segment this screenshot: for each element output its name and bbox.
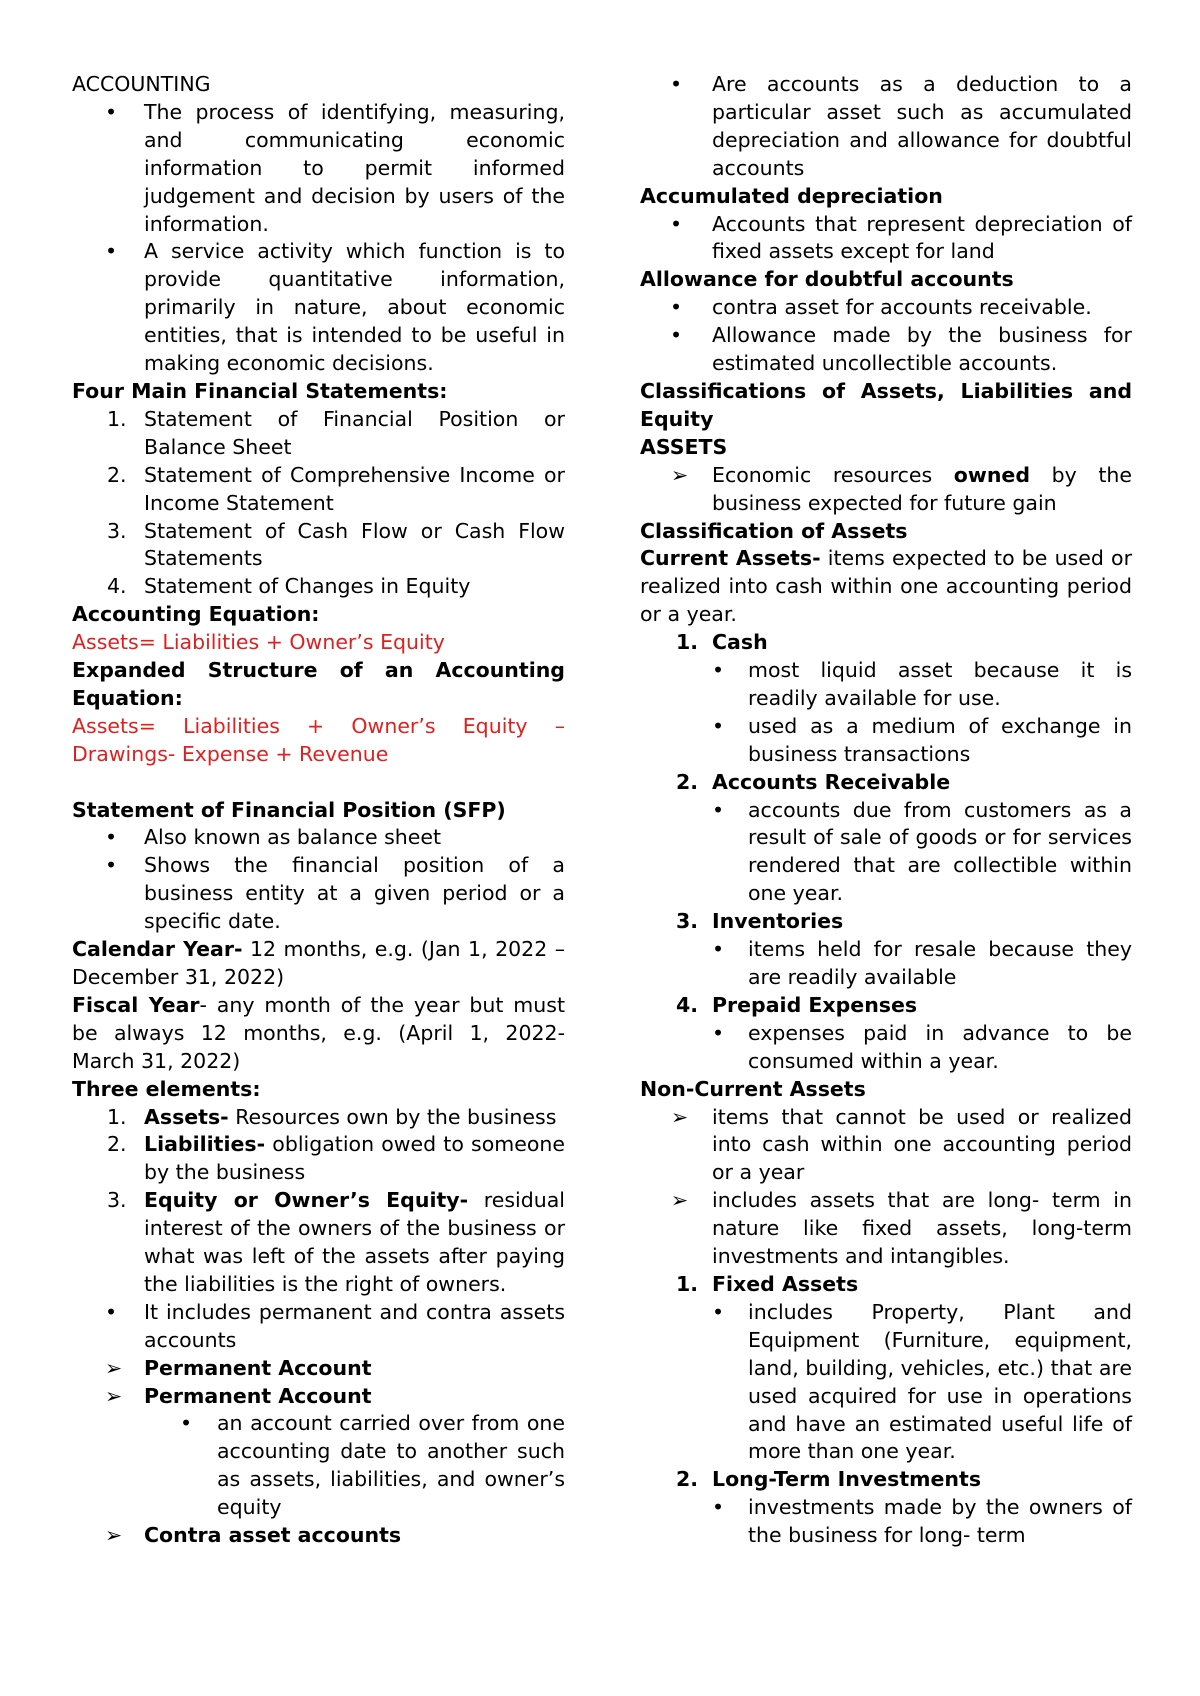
list-item: 1. Assets- Resources own by the business xyxy=(72,1104,565,1132)
bullet-icon xyxy=(105,238,117,266)
bullet-icon xyxy=(670,322,682,350)
arrowhead-icon xyxy=(105,1355,122,1383)
list-item: ➢ Economic resources owned by the business expected for future gain xyxy=(640,462,1132,518)
list-item: • Shows the financial position of a business entity at a given period or a specific date. xyxy=(72,852,565,936)
arrowhead-icon xyxy=(671,1104,688,1132)
allowance-heading: Allowance for doubtful accounts xyxy=(640,267,1014,292)
expanded-equation-heading: Expanded Structure of an Accounting Equation: xyxy=(72,658,565,710)
list-item: • accounts due from customers as a result of sale of goods or for services rendered that are collectible within one year. xyxy=(640,797,1132,909)
list-item: 2. Long-Term Investments xyxy=(640,1466,1132,1494)
arrowhead-icon xyxy=(671,1187,688,1215)
list-item: • The process of identifying, measuring, and communicating economic information to permit informed judgement and decision by users of the information. xyxy=(72,99,565,239)
list-item: ➢ items that cannot be used or realized into cash within one accounting period or a year xyxy=(640,1104,1132,1188)
bullet-icon xyxy=(712,1020,724,1048)
current-assets-definition: Current Assets- items expected to be used or realized into cash within one accounting period or a year. xyxy=(640,546,1132,627)
accounting-heading: ACCOUNTING xyxy=(72,72,211,96)
list-item: 1. Cash xyxy=(640,629,1132,657)
list-item: • Also known as balance sheet xyxy=(72,824,565,852)
list-item: 3. Statement of Cash Flow or Cash Flow Statements xyxy=(72,518,565,574)
list-item: • It includes permanent and contra assets accounts xyxy=(72,1299,565,1355)
fiscal-year-definition: Fiscal Year- any month of the year but must be always 12 months, e.g. (April 1, 2022- March 31, 2022) xyxy=(72,992,565,1073)
list-item: • Accounts that represent depreciation of fixed assets except for land xyxy=(640,211,1132,267)
bullet-icon xyxy=(180,1410,192,1438)
financial-statements-heading: Four Main Financial Statements: xyxy=(72,378,448,403)
bullet-icon xyxy=(105,1299,117,1327)
expanded-equation: Assets= Liabilities + Owner’s Equity – Drawings- Expense + Revenue xyxy=(72,713,565,766)
bullet-icon xyxy=(712,936,724,964)
list-item: 3. Equity or Owner’s Equity- residual interest of the owners of the business or what was left of the assets after paying the liabilities is the right of owners. xyxy=(72,1187,565,1299)
left-column xyxy=(72,71,565,1550)
bullet-icon xyxy=(712,1299,724,1327)
list-item: 1. Statement of Financial Position or Balance Sheet xyxy=(72,406,565,462)
bullet-icon xyxy=(105,824,117,852)
arrowhead-icon xyxy=(671,462,688,490)
bullet-icon xyxy=(105,99,117,127)
list-item: • expenses paid in advance to be consumed within a year. xyxy=(640,1020,1132,1076)
list-item: 2. Statement of Comprehensive Income or Income Statement xyxy=(72,462,565,518)
list-item: ➢ Permanent Account xyxy=(72,1383,565,1411)
bullet-icon xyxy=(670,294,682,322)
sfp-heading: Statement of Financial Position (SFP) xyxy=(72,797,506,822)
bullet-icon xyxy=(712,797,724,825)
accumulated-depreciation-heading: Accumulated depreciation xyxy=(640,183,943,208)
list-item: • items held for resale because they are readily available xyxy=(640,936,1132,992)
accounting-equation-heading: Accounting Equation: xyxy=(72,602,320,627)
classifications-heading: Classifications of Assets, Liabilities and Equity xyxy=(640,378,1132,431)
calendar-year-definition: Calendar Year- 12 months, e.g. (Jan 1, 2022 – December 31, 2022) xyxy=(72,937,565,989)
list-item: 2. Liabilities- obligation owed to someone by the business xyxy=(72,1131,565,1187)
list-item: • A service activity which function is to provide quantitative information, primarily in nature, about economic entities, that is intended to be useful in making economic decisions. xyxy=(72,238,565,378)
arrowhead-icon xyxy=(105,1383,122,1411)
list-item: • includes Property, Plant and Equipment (Furniture, equipment, land, building, vehicles, etc.) that are used acquired for use in operations and have an estimated useful life of more than one year. xyxy=(640,1299,1132,1466)
assets-heading: ASSETS xyxy=(640,434,728,459)
list-item: 2. Accounts Receivable xyxy=(640,769,1132,797)
blank-line xyxy=(72,769,565,797)
list-item: ➢ includes assets that are long- term in nature like fixed assets, long-term investments and intangibles. xyxy=(640,1187,1132,1271)
accounting-equation: Assets= Liabilities + Owner’s Equity xyxy=(72,630,445,655)
bullet-icon xyxy=(670,71,682,99)
list-item: 4. Statement of Changes in Equity xyxy=(72,573,565,601)
bullet-icon xyxy=(670,211,682,239)
bullet-icon xyxy=(712,657,724,685)
list-item: • investments made by the owners of the business for long- term xyxy=(640,1494,1132,1550)
list-item: • most liquid asset because it is readily available for use. xyxy=(640,657,1132,713)
list-item: ➢ Permanent Account xyxy=(72,1355,565,1383)
list-item: • an account carried over from one accounting date to another such as assets, liabilities, and owner’s equity xyxy=(72,1410,565,1522)
three-elements-heading: Three elements: xyxy=(72,1076,261,1101)
list-item: • contra asset for accounts receivable. xyxy=(640,294,1132,322)
right-column xyxy=(640,71,1132,1550)
list-item: 1. Fixed Assets xyxy=(640,1271,1132,1299)
list-item: ➢ Contra asset accounts xyxy=(72,1522,565,1550)
list-item: • used as a medium of exchange in business transactions xyxy=(640,713,1132,769)
bullet-icon xyxy=(712,713,724,741)
arrowhead-icon xyxy=(105,1522,122,1550)
list-item: 4. Prepaid Expenses xyxy=(640,992,1132,1020)
bullet-icon xyxy=(712,1494,724,1522)
list-item: • Are accounts as a deduction to a particular asset such as accumulated depreciation and allowance for doubtful accounts xyxy=(640,71,1132,183)
bullet-icon xyxy=(105,852,117,880)
list-item: 3. Inventories xyxy=(640,908,1132,936)
classification-of-assets-heading: Classification of Assets xyxy=(640,518,908,543)
list-item: • Allowance made by the business for estimated uncollectible accounts. xyxy=(640,322,1132,378)
non-current-assets-heading: Non-Current Assets xyxy=(640,1076,866,1101)
